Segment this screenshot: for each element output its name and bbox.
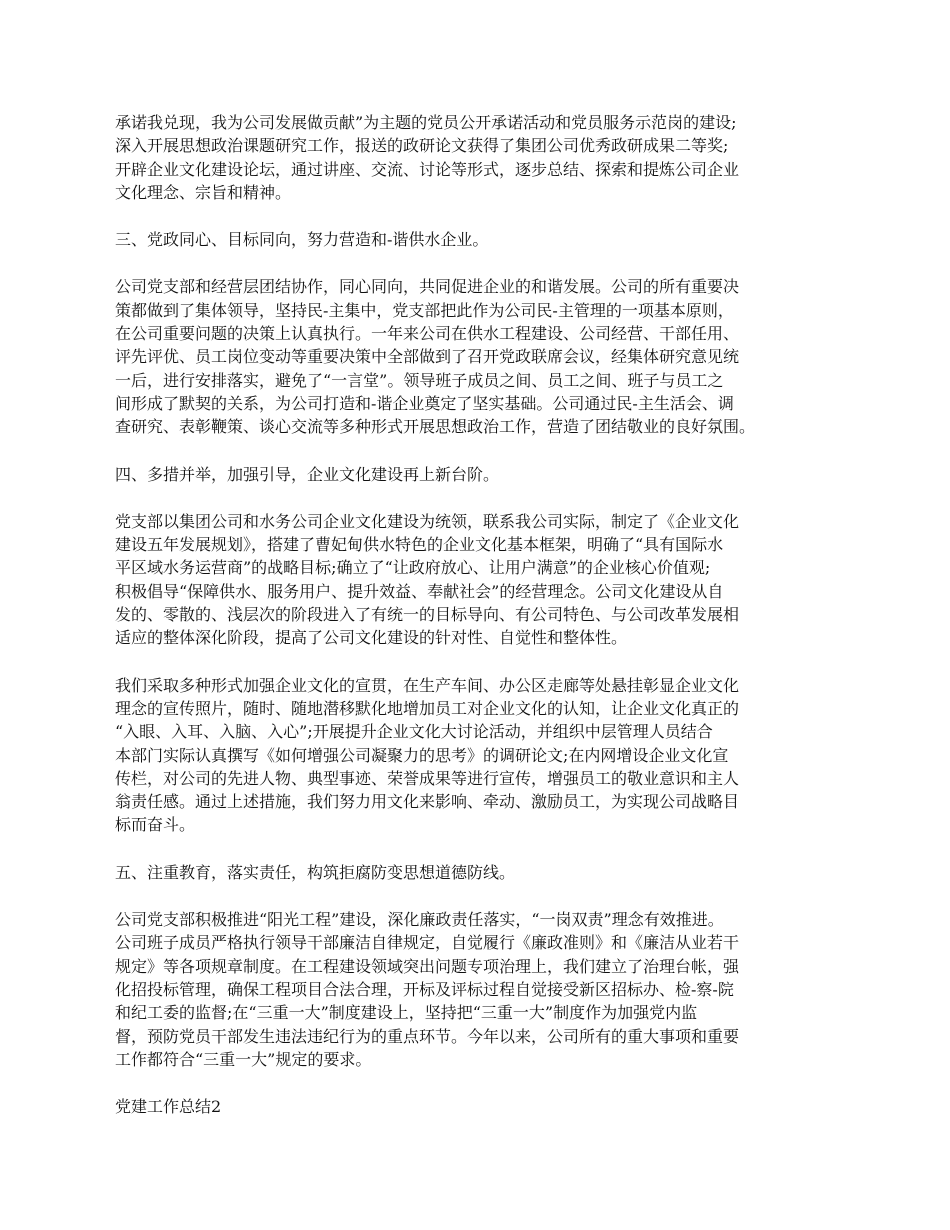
text-line: 化招投标管理，确保工程项目合法合理，开标及评标过程自觉接受新区招标办、检-察-院: [115, 979, 734, 999]
text-line: 传栏，对公司的先进人物、典型事迹、荣誉成果等进行宣传，增强员工的敬业意识和主人: [115, 768, 740, 788]
paragraph-intro: [115, 111, 855, 204]
text-line: 平区域水务运营商”的战略目标;确立了“让政府放心、让用户满意”的企业核心价值观;: [115, 558, 711, 578]
text-line: 积极倡导“保障供水、服务用户、提升效益、奉献社会”的经营理念。公司文化建设从自: [115, 581, 724, 601]
text-line: 规定》等各项规章制度。在工程建设领域突出问题专项治理上，我们建立了治理台帐，强: [115, 956, 740, 976]
text-line: 适应的整体深化阶段，提高了公司文化建设的针对性、自觉性和整体性。: [115, 628, 628, 648]
text-line: 间形成了默契的关系，为公司打造和-谐企业奠定了坚实基础。公司通过民-主生活会、调: [115, 393, 734, 413]
text-line: 工作都符合“三重一大”规定的要求。: [115, 1049, 372, 1069]
text-line: 督，预防党员干部发生违法违纪行为的重点环节。今年以来，公司所有的重大事项和重要: [115, 1026, 740, 1046]
paragraph-section-4b: [115, 674, 855, 837]
document-title-next: 党建工作总结2: [115, 1097, 222, 1117]
text-line: 查研究、表彰鞭策、谈心交流等多种形式开展思想政治工作，营造了团结敬业的良好氛围。: [115, 417, 756, 437]
paragraph-section-5: [115, 908, 855, 1071]
text-line: 我们采取多种形式加强企业文化的宣贯，在生产车间、办公区走廊等处悬挂彰显企业文化: [115, 675, 740, 695]
paragraph-section-3: [115, 275, 855, 438]
text-line: 本部门实际认真撰写《如何增强公司凝聚力的思考》的调研论文;在内网增设企业文化宣: [115, 745, 729, 765]
text-line: 一后，进行安排落实，避免了“一言堂”。领导班子成员之间、员工之间、班子与员工之: [115, 370, 724, 390]
text-line: 评先评优、员工岗位变动等重要决策中全部做到了召开党政联席会议，经集体研究意见统: [115, 347, 740, 367]
text-line: 承诺我兑现，我为公司发展做贡献”为主题的党员公开承诺活动和党员服务示范岗的建设;: [115, 113, 737, 132]
text-line: 在公司重要问题的决策上认真执行。一年来公司在供水工程建设、公司经营、干部任用、: [115, 324, 740, 344]
text-line: 公司党支部积极推进“阳光工程”建设，深化廉政责任落实，“一岗双责”理念有效推进。: [115, 910, 724, 930]
text-line: 理念的宣传照片，随时、随地潜移默化地增加员工对企业文化的认知，让企业文化真正的: [115, 698, 740, 718]
document-page: [115, 111, 855, 1142]
text-line: 翁责任感。通过上述措施，我们努力用文化来影响、牵动、激励员工，为实现公司战略目: [115, 792, 740, 812]
text-line: 深入开展思想政治课题研究工作，报送的政研论文获得了集团公司优秀政研成果二等奖;: [115, 136, 729, 156]
section-heading-3: 三、党政同心、目标同向，努力营造和-谐供水企业。: [115, 230, 489, 250]
text-line: “入眼、入耳、入脑、入心”;开展提升企业文化大讨论活动，并组织中层管理人员结合: [115, 722, 713, 742]
text-line: 标而奋斗。: [115, 815, 196, 835]
text-line: 开辟企业文化建设论坛，通过讲座、交流、讨论等形式，逐步总结、探索和提炼公司企业: [115, 159, 740, 179]
text-line: 党支部以集团公司和水务公司企业文化建设为统领，联系我公司实际，制定了《企业文化: [115, 511, 740, 531]
text-line: 公司班子成员严格执行领导干部廉洁自律规定，自觉履行《廉政准则》和《廉洁从业若干: [115, 933, 740, 953]
text-line: 发的、零散的、浅层次的阶段进入了有统一的目标导向、有公司特色、与公司改革发展相: [115, 605, 740, 625]
paragraph-section-4a: [115, 510, 855, 650]
section-heading-5: 五、注重教育，落实责任，构筑拒腐防变思想道德防线。: [115, 862, 516, 882]
text-line: 建设五年发展规划》，搭建了曹妃甸供水特色的企业文化基本框架，明确了“具有国际水: [115, 535, 724, 555]
text-line: 和纪工委的监督;在“三重一大”制度建设上，坚持把“三重一大”制度作为加强党内监: [115, 1003, 698, 1023]
text-line: 文化理念、宗旨和精神。: [115, 182, 292, 202]
section-heading-4: 四、多措并举，加强引导，企业文化建设再上新台阶。: [115, 464, 500, 484]
text-line: 公司党支部和经营层团结协作，同心同向，共同促进企业的和谐发展。公司的所有重要决: [115, 277, 740, 297]
text-line: 策都做到了集体领导，坚持民-主集中，党支部把此作为公司民-主管理的一项基本原则，: [115, 300, 734, 320]
